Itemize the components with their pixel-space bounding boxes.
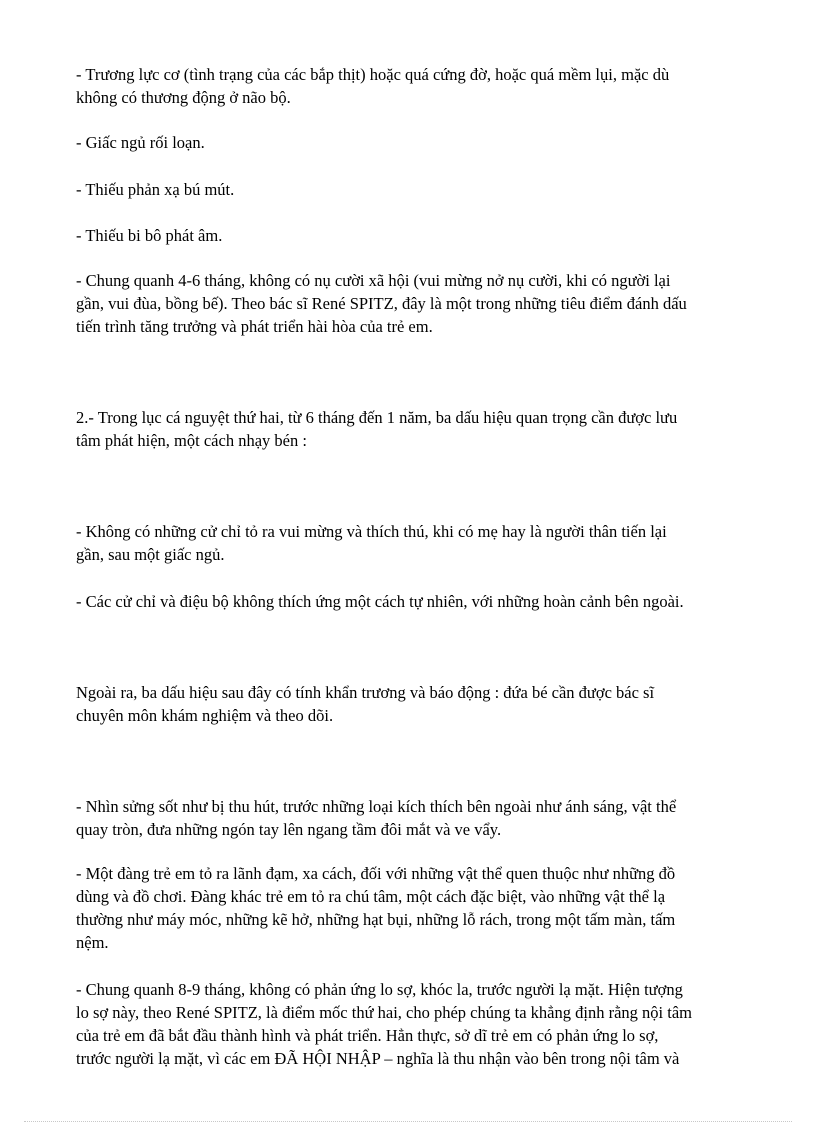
text-line: - Một đàng trẻ em tỏ ra lãnh đạm, xa cách, đối với những vật thể quen thuộc như những đồ xyxy=(76,864,676,883)
paragraph-stranger-anxiety xyxy=(76,978,781,1070)
text-line: quay tròn, đưa những ngón tay lên ngang tầm đôi mắt và ve vẩy. xyxy=(76,820,502,839)
text-line: - Chung quanh 8-9 tháng, không có phản ứng lo sợ, khóc la, trước người lạ mặt. Hiện tượng xyxy=(76,980,683,999)
text-line: - Giấc ngủ rối loạn. xyxy=(76,133,205,152)
text-line: nệm. xyxy=(76,933,109,952)
text-line: của trẻ em đã bắt đầu thành hình và phát triển. Hẳn thực, sở dĩ trẻ em có phản ứng lo sợ, xyxy=(76,1026,659,1045)
text-line: - Chung quanh 4-6 tháng, không có nụ cười xã hội (vui mừng nở nụ cười, khi có người lại xyxy=(76,271,671,290)
paragraph-social-smile xyxy=(76,269,781,338)
text-line: dùng và đồ chơi. Đàng khác trẻ em tỏ ra chú tâm, một cách đặc biệt, vào những vật thể lạ xyxy=(76,887,666,906)
paragraph-no-joy-gestures xyxy=(76,520,781,566)
text-line: - Trương lực cơ (tình trạng của các bắp thịt) hoặc quá cứng đờ, hoặc quá mềm lụi, mặc dù xyxy=(76,65,670,84)
text-line: chuyên môn khám nghiệm và theo dõi. xyxy=(76,706,334,725)
page-bottom-rule xyxy=(24,1121,792,1122)
paragraph-sucking-reflex xyxy=(76,178,781,201)
text-line: - Các cử chỉ và điệu bộ không thích ứng một cách tự nhiên, với những hoàn cảnh bên ngoài. xyxy=(76,592,684,611)
text-line: gần, sau một giấc ngủ. xyxy=(76,545,225,564)
text-line: lo sợ này, theo René SPITZ, là điểm mốc thứ hai, cho phép chúng ta khẳng định rằng nội tâm xyxy=(76,1003,692,1022)
text-line: thường như máy móc, những kẽ hở, những hạt bụi, những lỗ rách, trong một tấm màn, tấm xyxy=(76,910,676,929)
text-line: - Thiếu phản xạ bú mút. xyxy=(76,180,235,199)
paragraph-indifference xyxy=(76,862,781,954)
text-line: - Thiếu bi bô phát âm. xyxy=(76,226,223,245)
paragraph-babbling xyxy=(76,224,781,247)
paragraph-urgent-signs xyxy=(76,681,781,727)
text-line: 2.- Trong lục cá nguyệt thứ hai, từ 6 tháng đến 1 năm, ba dấu hiệu quan trọng cần được lưu xyxy=(76,408,678,427)
paragraph-muscle-tone xyxy=(76,63,781,109)
text-line: trước người lạ mặt, vì các em ĐÃ HỘI NHẬP – nghĩa là thu nhận vào bên trong nội tâm và xyxy=(76,1049,680,1068)
paragraph-sleep-disorder xyxy=(76,131,781,154)
paragraph-second-semester xyxy=(76,406,781,452)
paragraph-staring xyxy=(76,795,781,841)
text-line: không có thương động ở não bộ. xyxy=(76,88,291,107)
text-line: Ngoài ra, ba dấu hiệu sau đây có tính khẩn trương và báo động : đứa bé cần được bác sĩ xyxy=(76,683,655,702)
text-line: tiến trình tăng trưởng và phát triển hài hòa của trẻ em. xyxy=(76,317,433,336)
text-line: - Nhìn sửng sốt như bị thu hút, trước những loại kích thích bên ngoài như ánh sáng, vật thể xyxy=(76,797,677,816)
text-line: - Không có những cử chỉ tỏ ra vui mừng và thích thú, khi có mẹ hay là người thân tiến lại xyxy=(76,522,667,541)
text-line: tâm phát hiện, một cách nhạy bén : xyxy=(76,431,307,450)
text-line: gần, vui đùa, bồng bế). Theo bác sĩ René SPITZ, đây là một trong những tiêu điểm đánh dấu xyxy=(76,294,687,313)
paragraph-unadapted-gestures xyxy=(76,590,781,613)
